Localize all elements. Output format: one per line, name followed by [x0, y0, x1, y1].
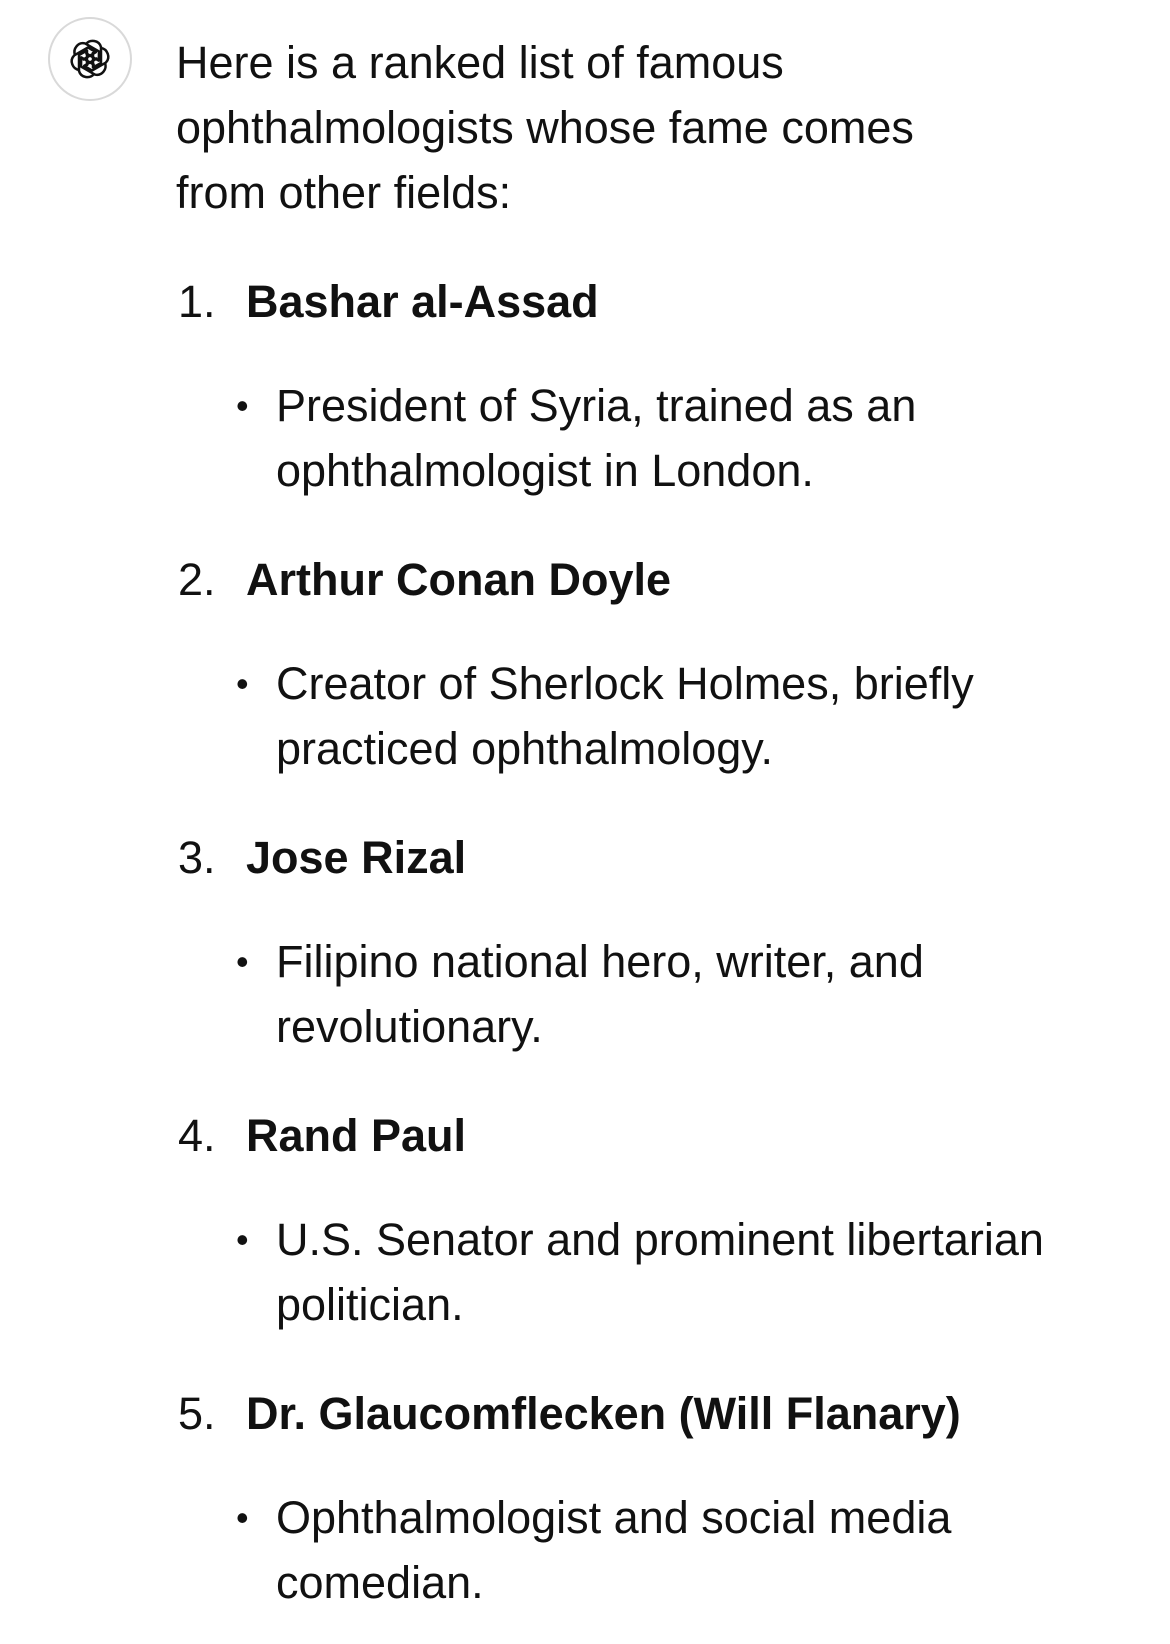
list-item: [176, 1103, 1076, 1337]
list-item-title: Rand Paul: [246, 1110, 467, 1161]
bullet-dot: •: [236, 1219, 249, 1260]
list-item: [176, 269, 1076, 503]
list-item-heading: [176, 1103, 1076, 1169]
list-item-title: Jose Rizal: [246, 832, 467, 883]
assistant-avatar: [48, 17, 132, 101]
ranked-list: [176, 269, 1076, 1615]
message-content: [176, 30, 1076, 1615]
list-item-title: Dr. Glaucomflecken (Will Flanary): [246, 1388, 961, 1439]
list-item-number: 2.: [178, 554, 216, 605]
list-item-bullet: [176, 373, 1066, 503]
list-item-bullet: [176, 1485, 1066, 1615]
list-item-heading: [176, 1381, 1076, 1447]
bullet-text: Creator of Sherlock Holmes, briefly practiced ophthalmology.: [276, 658, 974, 774]
list-item-heading: [176, 269, 1076, 335]
list-item-bullet: [176, 1207, 1066, 1337]
bullet-text: Filipino national hero, writer, and revolutionary.: [276, 936, 924, 1052]
bullet-text: President of Syria, trained as an ophthalmologist in London.: [276, 380, 917, 496]
bullet-dot: •: [236, 1497, 249, 1538]
list-item-title: Bashar al-Assad: [246, 276, 599, 327]
list-item-title: Arthur Conan Doyle: [246, 554, 672, 605]
bullet-text: U.S. Senator and prominent libertarian politician.: [276, 1214, 1044, 1330]
list-item-number: 1.: [178, 276, 216, 327]
bullet-text: Ophthalmologist and social media comedian.: [276, 1492, 952, 1608]
list-item: [176, 825, 1076, 1059]
bullet-dot: •: [236, 663, 249, 704]
intro-text: Here is a ranked list of famous ophthalmologists whose fame comes from other fields:: [176, 37, 914, 218]
list-item-number: 3.: [178, 832, 216, 883]
list-item-heading: [176, 825, 1076, 891]
list-item-bullet: [176, 651, 1066, 781]
bullet-dot: •: [236, 385, 249, 426]
list-item: [176, 1381, 1076, 1615]
list-item-bullet: [176, 929, 1066, 1059]
list-item-heading: [176, 547, 1076, 613]
list-item-number: 4.: [178, 1110, 216, 1161]
list-item-number: 5.: [178, 1388, 216, 1439]
list-item: [176, 547, 1076, 781]
openai-logo-icon: [65, 34, 115, 84]
bullet-dot: •: [236, 941, 249, 982]
